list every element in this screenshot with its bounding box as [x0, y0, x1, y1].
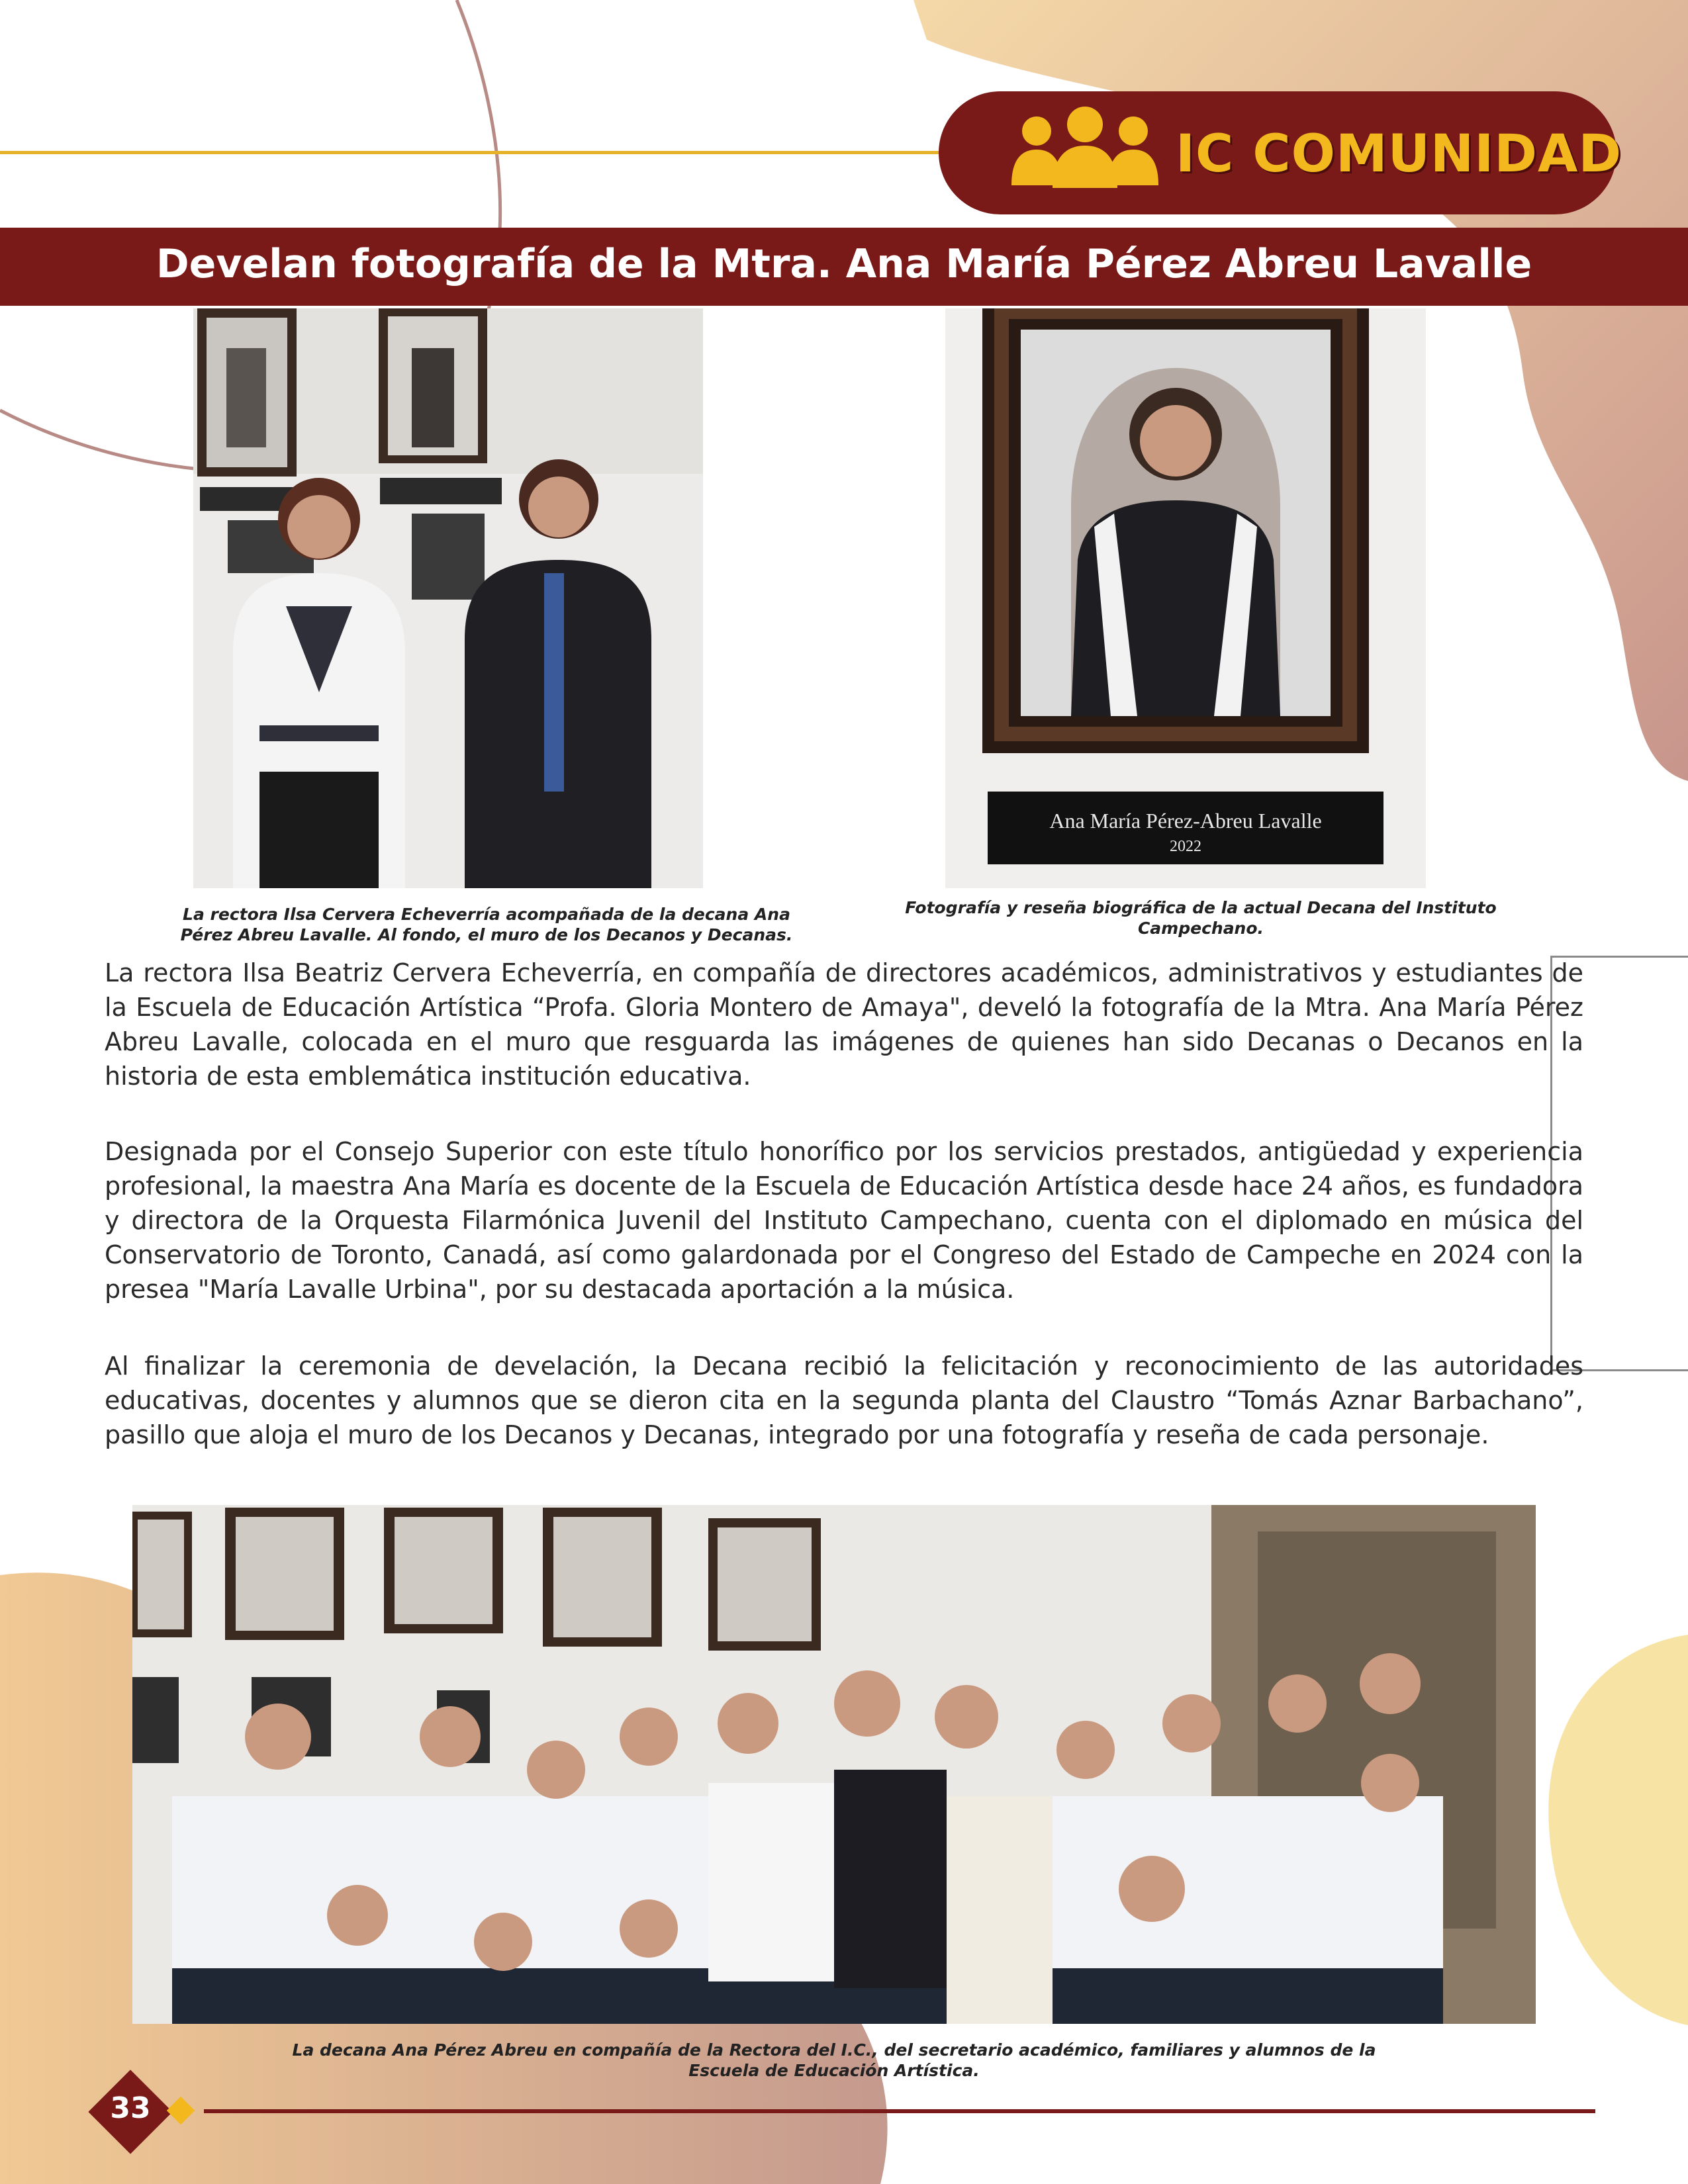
photo-framed-portrait — [945, 308, 1426, 888]
paragraph-3: Al finalizar la ceremonia de develación, la Decana recibió la felicitación y reconocimiento de las autoridades educativas, docentes y alumnos que se dieron cita en la segunda planta del Claustro “Tomás Aznar Barbachano”, pasillo que aloja el muro de los Decanos y Decanas, integrado por una fotografía y reseña de cada personaje. — [105, 1351, 1583, 1449]
caption-right-photo: Fotografía y reseña biográfica de la actual Decana del Instituto Campechano. — [905, 898, 1497, 938]
plaque-name: Ana María Pérez-Abreu Lavalle — [1049, 809, 1322, 833]
caption-left-photo: La rectora Ilsa Cervera Echeverría acompañada de la decana Ana Pérez Abreu Lavalle. Al fondo, el muro de los Decanos y Decanas. — [180, 905, 793, 944]
paragraph-1: La rectora Ilsa Beatriz Cervera Echeverría, en compañía de directores académicos, administrativos y estudiantes de la Escuela de Educación Artística “Profa. Gloria Montero de Amaya", develó la fotografía de la Mtra. Ana María Pérez Abreu Lavalle, colocada en el muro que resguarda las imágenes de quienes han sido Decanas o Decanos en la historia de esta emblemática institución educativa. — [105, 958, 1583, 1091]
photo-rectora-decana — [193, 308, 703, 888]
photo-group — [132, 1505, 1536, 2024]
paragraph-2: Designada por el Consejo Superior con este título honorífico por los servicios prestados, antigüedad y experiencia profesional, la maestra Ana María es docente de la Escuela de Educación Artística desde hace 24 años, es fundadora y directora de la Orquesta Filarmónica Juvenil del Instituto Campechano, cuenta con el diplomado en música del Conservatorio de Toronto, Canadá, así como galardonada por el Congreso del Estado de Campeche en 2024 con la presea "María Lavalle Urbina", por su destacada aportación a la música. — [105, 1137, 1583, 1304]
plaque-year: 2022 — [1170, 838, 1201, 855]
header-rule — [0, 151, 943, 154]
caption-group-photo: La decana Ana Pérez Abreu en compañía de la Rectora del I.C., del secretario académico, familiares y alumnos de la Escuela de Educación Artística. — [292, 2040, 1376, 2080]
section-label: IC COMUNIDAD — [1176, 124, 1622, 184]
people-group-icon — [1009, 106, 1161, 192]
footer-rule — [204, 2109, 1595, 2113]
article-title: Develan fotografía de la Mtra. Ana María Pérez Abreu Lavalle — [156, 241, 1532, 287]
page-number: 33 — [110, 2091, 151, 2125]
